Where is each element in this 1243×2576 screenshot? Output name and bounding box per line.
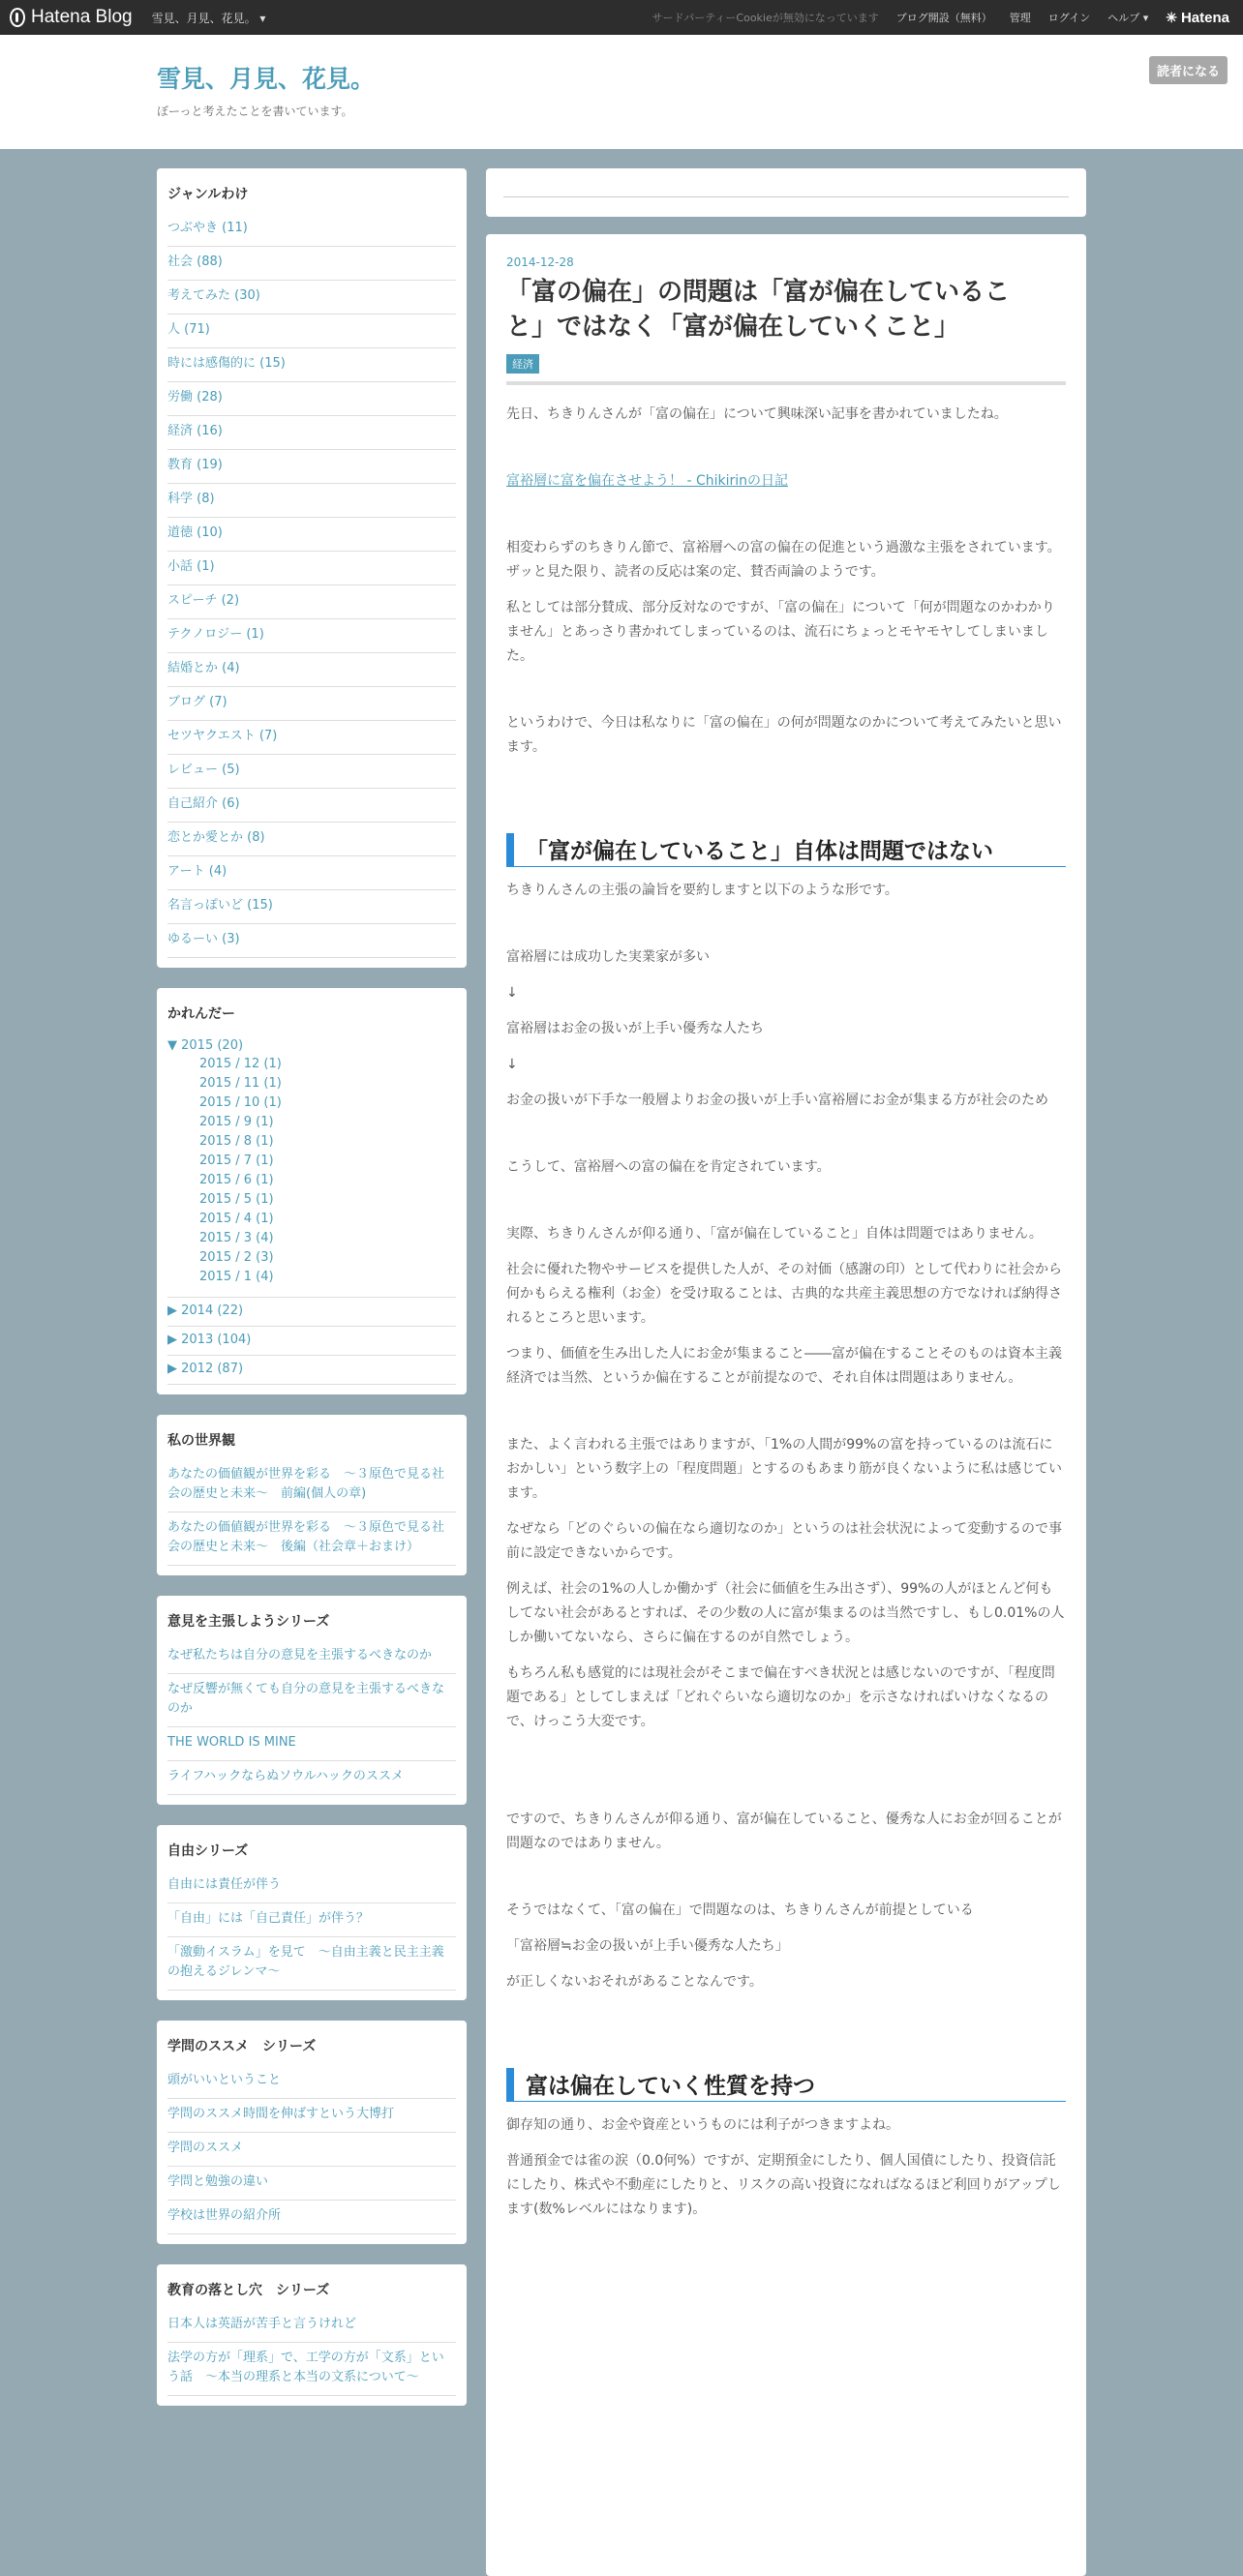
spacer bbox=[506, 438, 1066, 469]
genre-item[interactable] bbox=[167, 247, 456, 281]
learning-series-item[interactable] bbox=[167, 2099, 456, 2133]
paragraph: 御存知の通り、お金や資産というものには利子がつきますよね。 bbox=[506, 2117, 899, 2133]
genre-list bbox=[167, 213, 456, 958]
opinion-series-item[interactable] bbox=[167, 1674, 456, 1727]
learning-series-link[interactable]: 学校は世界の紹介所 bbox=[167, 2208, 282, 2223]
paragraph: 社会に優れた物やサービスを提供した人が、その対価（感謝の印）として代わりに社会から何かもらえる権利（お金）を受け取ることは、古典的な共産主義思想の方でなければ納得されるところと思います。 bbox=[506, 1262, 1062, 1326]
opinion-series-module bbox=[157, 1596, 467, 1805]
archive-month-link[interactable]: 2015 / 3 (4) bbox=[199, 1231, 274, 1245]
open-blog-link[interactable]: ブログ開設（無料） bbox=[895, 12, 992, 24]
genre-item[interactable] bbox=[167, 416, 456, 450]
learning-series-module bbox=[157, 2021, 467, 2244]
genre-link[interactable]: 労働 (28) bbox=[167, 390, 223, 404]
genre-item[interactable] bbox=[167, 721, 456, 755]
learning-series-title: 学問のススメ シリーズ bbox=[167, 2039, 317, 2054]
paragraph: つまり、価値を生み出した人にお金が集まること――富が偏在することそのものは資本主義経済では当然、というか偏在することが前提なので、それ自体は問題はありません。 bbox=[506, 1346, 1062, 1386]
archive-month-link[interactable]: 2015 / 1 (4) bbox=[199, 1270, 274, 1284]
paragraph: なぜなら「どのぐらいの偏在なら適切なのか」というのは社会状況によって変動するので事前に設定できないからです。 bbox=[506, 1521, 1062, 1561]
learning-series-list bbox=[167, 2065, 456, 2234]
paragraph: そうではなくて、「富の偏在」で問題なのは、ちきりんさんが前提としている bbox=[506, 1902, 974, 1918]
spacer bbox=[506, 1746, 1066, 1777]
learning-series-link[interactable]: 学問と勉強の違い bbox=[167, 2174, 269, 2189]
spacer bbox=[506, 1777, 1066, 1808]
learning-series-item[interactable] bbox=[167, 2133, 456, 2167]
worldview-module-title: 私の世界観 bbox=[167, 1433, 235, 1449]
education-series-list bbox=[167, 2309, 456, 2396]
worldview-link[interactable]: あなたの価値観が世界を彩る ～３原色で見る社会の歴史と未来～ 前編(個人の章) bbox=[167, 1467, 445, 1501]
spacer bbox=[506, 771, 1066, 802]
section-heading: 富は偏在していく性質を持つ bbox=[506, 2068, 1066, 2102]
education-series-item[interactable] bbox=[167, 2309, 456, 2343]
hatena-blog-logo[interactable] bbox=[10, 7, 133, 28]
genre-item[interactable] bbox=[167, 924, 456, 958]
paragraph: 「富裕層≒お金の扱いが上手い優秀な人たち」 bbox=[506, 1938, 789, 1954]
worldview-item[interactable] bbox=[167, 1513, 456, 1566]
genre-item[interactable] bbox=[167, 856, 456, 890]
worldview-item[interactable] bbox=[167, 1459, 456, 1513]
paragraph: 普通預金では雀の涙（0.0何%）ですが、定期預金にしたり、個人国債にしたり、投資信託にしたり、株式や不動産にしたりと、リスクの高い投資になればなるほど利回りがアップします(数%レベルにはなります)。 bbox=[506, 2153, 1061, 2217]
learning-series-item[interactable] bbox=[167, 2201, 456, 2234]
opinion-series-link[interactable]: なぜ私たちは自分の意見を主張するべきなのか bbox=[167, 1648, 433, 1662]
archive-month-link[interactable]: 2015 / 12 (1) bbox=[199, 1057, 282, 1071]
hatena-blog-logo-text: Hatena Blog bbox=[31, 7, 133, 27]
genre-item[interactable] bbox=[167, 653, 456, 687]
genre-item[interactable] bbox=[167, 755, 456, 789]
spacer bbox=[506, 802, 1066, 833]
blog-menu-dropdown[interactable]: 雪見、月見、花見。 ▾ bbox=[151, 11, 266, 25]
genre-link[interactable]: アート (4) bbox=[167, 864, 227, 879]
freedom-series-item[interactable] bbox=[167, 1870, 456, 1903]
spacer bbox=[506, 1124, 1066, 1155]
paragraph: ですので、ちきりんさんが仰る通り、富が偏在していること、優秀な人にお金が回ることが問題なのではありません。 bbox=[506, 1812, 1062, 1851]
blog-description: ぼーっと考えたことを書いています。 bbox=[157, 105, 353, 118]
genre-item[interactable] bbox=[167, 518, 456, 552]
opinion-series-list bbox=[167, 1640, 456, 1795]
worldview-list bbox=[167, 1459, 456, 1566]
learning-series-link[interactable]: 学問のススメ時間を伸ばすという大博打 bbox=[167, 2107, 395, 2121]
hatena-star-icon: ✳ bbox=[1166, 9, 1177, 25]
archive-month-link[interactable]: 2015 / 7 (1) bbox=[199, 1153, 274, 1168]
spacer bbox=[506, 1191, 1066, 1222]
education-series-link[interactable]: 日本人は英語が苦手と言うけれど bbox=[167, 2317, 357, 2331]
archive-year-2012[interactable]: ▶ 2012 (87) bbox=[167, 1356, 456, 1385]
blog-header bbox=[0, 35, 1243, 149]
genre-link[interactable]: 考えてみた (30) bbox=[167, 288, 260, 303]
archive-year-2014[interactable]: ▶ 2014 (22) bbox=[167, 1298, 456, 1327]
genre-link[interactable]: セツヤクエスト (7) bbox=[167, 729, 278, 743]
archive-month-link[interactable]: 2015 / 5 (1) bbox=[199, 1192, 274, 1207]
genre-link[interactable]: 自己紹介 (6) bbox=[167, 796, 240, 811]
genre-link[interactable]: 恋とか愛とか (8) bbox=[167, 830, 265, 845]
spacer bbox=[506, 1402, 1066, 1433]
help-menu[interactable]: ヘルプ ▾ bbox=[1107, 12, 1149, 24]
subscribe-button[interactable]: 読者になる bbox=[1149, 56, 1228, 84]
hatena-logo-text: Hatena bbox=[1180, 9, 1229, 26]
search-module bbox=[486, 168, 1086, 217]
archive-year-2015[interactable] bbox=[167, 1033, 456, 1298]
arrow: ↓ bbox=[506, 985, 518, 1001]
opinion-series-link[interactable]: なぜ反響が無くても自分の意見を主張するべきなのか bbox=[167, 1682, 445, 1716]
top-bar bbox=[0, 0, 1243, 35]
genre-link[interactable]: 科学 (8) bbox=[167, 492, 215, 506]
genre-link[interactable]: 道徳 (10) bbox=[167, 525, 223, 540]
paragraph: が正しくないおそれがあることなんです。 bbox=[506, 1974, 763, 1990]
genre-item[interactable] bbox=[167, 552, 456, 585]
genre-link[interactable]: 時には感傷的に (15) bbox=[167, 356, 286, 371]
opinion-series-item[interactable] bbox=[167, 1727, 456, 1761]
freedom-series-link[interactable]: 自由には責任が伴う bbox=[167, 1877, 282, 1892]
archive-month-link[interactable]: 2015 / 6 (1) bbox=[199, 1173, 274, 1187]
archive-month-link[interactable]: 2015 / 9 (1) bbox=[199, 1115, 274, 1129]
paragraph: また、よく言われる主張ではありますが、「1%の人間が99%の富を持っているのは流石におかしい」という数字上の「程度問題」とするのもあまり筋が良くないように私は感じています。 bbox=[506, 1437, 1062, 1501]
paragraph: 私としては部分賛成、部分反対なのですが、「富の偏在」について「何が問題なのかわかりません」とあっさり書かれてしまっているのは、流石にちょっとモヤモヤしてしまいました。 bbox=[506, 600, 1055, 664]
freedom-series-list bbox=[167, 1870, 456, 1991]
opinion-series-item[interactable] bbox=[167, 1761, 456, 1795]
hatena-logo[interactable] bbox=[1166, 10, 1229, 26]
genre-link[interactable]: 社会 (88) bbox=[167, 255, 223, 269]
entry-title[interactable]: 「富の偏在」の問題は「富が偏在していること」ではなく「富が偏在していくこと」 bbox=[506, 278, 1011, 342]
top-bar-links bbox=[652, 10, 1233, 26]
opinion-series-link[interactable]: ライフハックならぬソウルハックのススメ bbox=[167, 1769, 404, 1783]
worldview-module bbox=[157, 1415, 467, 1575]
genre-item[interactable] bbox=[167, 585, 456, 619]
genre-item[interactable] bbox=[167, 823, 456, 856]
main-column bbox=[486, 168, 1086, 2576]
genre-link[interactable]: ゆるーい (3) bbox=[167, 932, 240, 946]
learning-series-item[interactable] bbox=[167, 2167, 456, 2201]
paragraph: もちろん私も感覚的には現社会がそこまで偏在すべき状況とは感じないのですが、「程度問題である」としてしまえば「どれぐらいなら適切なのか」を示さなければいけなくなるので、けっこう大変です。 bbox=[506, 1665, 1055, 1729]
genre-item[interactable] bbox=[167, 382, 456, 416]
genre-link[interactable]: スピーチ (2) bbox=[167, 593, 240, 608]
archive-year-label[interactable]: ▼ 2015 (20) bbox=[167, 1038, 244, 1053]
paragraph: ちきりんさんの主張の論旨を要約しますと以下のような形です。 bbox=[506, 883, 898, 898]
sidebar bbox=[157, 168, 467, 2426]
learning-series-item[interactable] bbox=[167, 2065, 456, 2099]
paragraph: 例えば、社会の1%の人しか働かず（社会に価値を生み出さず）、99%の人がほとんど何もしてない社会があるとすれば、その少数の人に富が集まるのは当然ですし、もし0.01%の人しか働いてないなら、さらに偏在するのが自然でしょう。 bbox=[506, 1581, 1065, 1645]
genre-link[interactable]: 人 (71) bbox=[167, 322, 210, 337]
genre-link[interactable]: 経済 (16) bbox=[167, 424, 223, 438]
paragraph: というわけで、今日は私なりに「富の偏在」の何が問題なのかについて考えてみたいと思います。 bbox=[506, 715, 1062, 755]
genre-link[interactable]: ブログ (7) bbox=[167, 695, 227, 709]
spacer bbox=[506, 914, 1066, 945]
freedom-series-title: 自由シリーズ bbox=[167, 1843, 249, 1859]
worldview-link[interactable]: あなたの価値観が世界を彩る ～３原色で見る社会の歴史と未来～ 後編（社会章＋おまけ） bbox=[167, 1520, 445, 1554]
spacer bbox=[506, 505, 1066, 536]
genre-link[interactable]: レビュー (5) bbox=[167, 763, 240, 777]
archive-month-link[interactable]: 2015 / 4 (1) bbox=[199, 1212, 274, 1226]
genre-link[interactable]: 教育 (19) bbox=[167, 458, 223, 472]
genre-link[interactable]: テクノロジー (1) bbox=[167, 627, 264, 642]
spacer bbox=[506, 2006, 1066, 2037]
paragraph: お金の扱いが下手な一般層よりお金の扱いが上手い富裕層にお金が集まる方が社会のため bbox=[506, 1093, 1048, 1108]
cookie-notice[interactable]: サードパーティーCookieが無効になっています bbox=[652, 12, 879, 24]
genre-item[interactable] bbox=[167, 213, 456, 247]
section-heading: 「富が偏在していること」自体は問題ではない bbox=[506, 833, 1066, 867]
paragraph: 実際、ちきりんさんが仰る通り、「富が偏在していること」自体は問題ではありません。 bbox=[506, 1226, 1043, 1242]
genre-item[interactable] bbox=[167, 619, 456, 653]
title-divider bbox=[506, 381, 1066, 385]
freedom-series-module bbox=[157, 1825, 467, 2000]
category-badge[interactable]: 経済 bbox=[506, 354, 539, 374]
genre-item[interactable] bbox=[167, 484, 456, 518]
genre-item[interactable] bbox=[167, 890, 456, 924]
entry-article bbox=[486, 234, 1086, 2576]
calendar-module-title: かれんだー bbox=[167, 1006, 235, 1022]
genre-link[interactable]: つぶやき (11) bbox=[167, 221, 248, 235]
opinion-series-link[interactable]: THE WORLD IS MINE bbox=[167, 1735, 296, 1750]
paragraph bbox=[506, 469, 1066, 494]
genre-link[interactable]: 結婚とか (4) bbox=[167, 661, 240, 675]
external-article-link[interactable]: 富裕層に富を偏在させよう！ - Chikirinの日記 bbox=[506, 473, 789, 489]
genre-item[interactable] bbox=[167, 315, 456, 348]
arrow: ↓ bbox=[506, 1057, 518, 1072]
blog-title[interactable]: 雪見、月見、花見。 bbox=[157, 65, 376, 93]
entry-date[interactable]: 2014-12-28 bbox=[506, 255, 574, 269]
login-link[interactable]: ログイン bbox=[1047, 12, 1091, 24]
archive-month-link[interactable]: 2015 / 11 (1) bbox=[199, 1076, 282, 1091]
search-divider bbox=[503, 196, 1069, 197]
genre-item[interactable] bbox=[167, 281, 456, 315]
spacer bbox=[506, 2037, 1066, 2068]
genre-module bbox=[157, 168, 467, 968]
freedom-series-item[interactable] bbox=[167, 1903, 456, 1937]
archive-month-link[interactable]: 2015 / 2 (3) bbox=[199, 1250, 274, 1265]
education-series-title: 教育の落とし穴 シリーズ bbox=[167, 2283, 330, 2298]
spacer bbox=[506, 1868, 1066, 1899]
freedom-series-item[interactable] bbox=[167, 1937, 456, 1991]
genre-item[interactable] bbox=[167, 450, 456, 484]
hatena-blog-logo-icon bbox=[10, 8, 25, 27]
archive-month-link[interactable]: 2015 / 8 (1) bbox=[199, 1134, 274, 1149]
education-series-item[interactable] bbox=[167, 2343, 456, 2396]
paragraph: 相変わらずのちきりん節で、富裕層への富の偏在の促進という過激な主張をされています。ザッと見た限り、読者の反応は案の定、賛否両論のようです。 bbox=[506, 540, 1061, 580]
education-series-module bbox=[157, 2264, 467, 2406]
genre-link[interactable]: 名言っぽいど (15) bbox=[167, 898, 273, 913]
genre-item[interactable] bbox=[167, 687, 456, 721]
opinion-series-title: 意見を主張しようシリーズ bbox=[167, 1614, 330, 1630]
archive-year-2013[interactable]: ▶ 2013 (104) bbox=[167, 1327, 456, 1356]
opinion-series-item[interactable] bbox=[167, 1640, 456, 1674]
learning-series-link[interactable]: 頭がいいということ bbox=[167, 2073, 282, 2087]
genre-item[interactable] bbox=[167, 789, 456, 823]
genre-link[interactable]: 小話 (1) bbox=[167, 559, 215, 574]
calendar-module bbox=[157, 988, 467, 1394]
genre-item[interactable] bbox=[167, 348, 456, 382]
spacer bbox=[506, 680, 1066, 711]
archive-month-link[interactable]: 2015 / 10 (1) bbox=[199, 1095, 282, 1110]
freedom-series-link[interactable]: 「激動イスラム」を見て ～自由主義と民主主義の抱えるジレンマ～ bbox=[167, 1945, 444, 1979]
learning-series-link[interactable]: 学問のススメ bbox=[167, 2141, 244, 2155]
paragraph: 先日、ちきりんさんが「富の偏在」について興味深い記事を書かれていましたね。 bbox=[506, 406, 1008, 422]
genre-module-title: ジャンルわけ bbox=[167, 187, 249, 202]
paragraph: 富裕層には成功した実業家が多い bbox=[506, 949, 710, 965]
admin-link[interactable]: 管理 bbox=[1009, 12, 1031, 24]
paragraph: こうして、富裕層への富の偏在を肯定されています。 bbox=[506, 1159, 831, 1175]
education-series-link[interactable]: 法学の方が「理系」で、工学の方が「文系」という話 ～本当の理系と本当の文系について～ bbox=[167, 2351, 444, 2384]
paragraph: 富裕層はお金の扱いが上手い優秀な人たち bbox=[506, 1021, 764, 1036]
archive-month-list bbox=[199, 1055, 456, 1287]
freedom-series-link[interactable]: 「自由」には「自己責任」が伴う？ bbox=[167, 1911, 370, 1926]
